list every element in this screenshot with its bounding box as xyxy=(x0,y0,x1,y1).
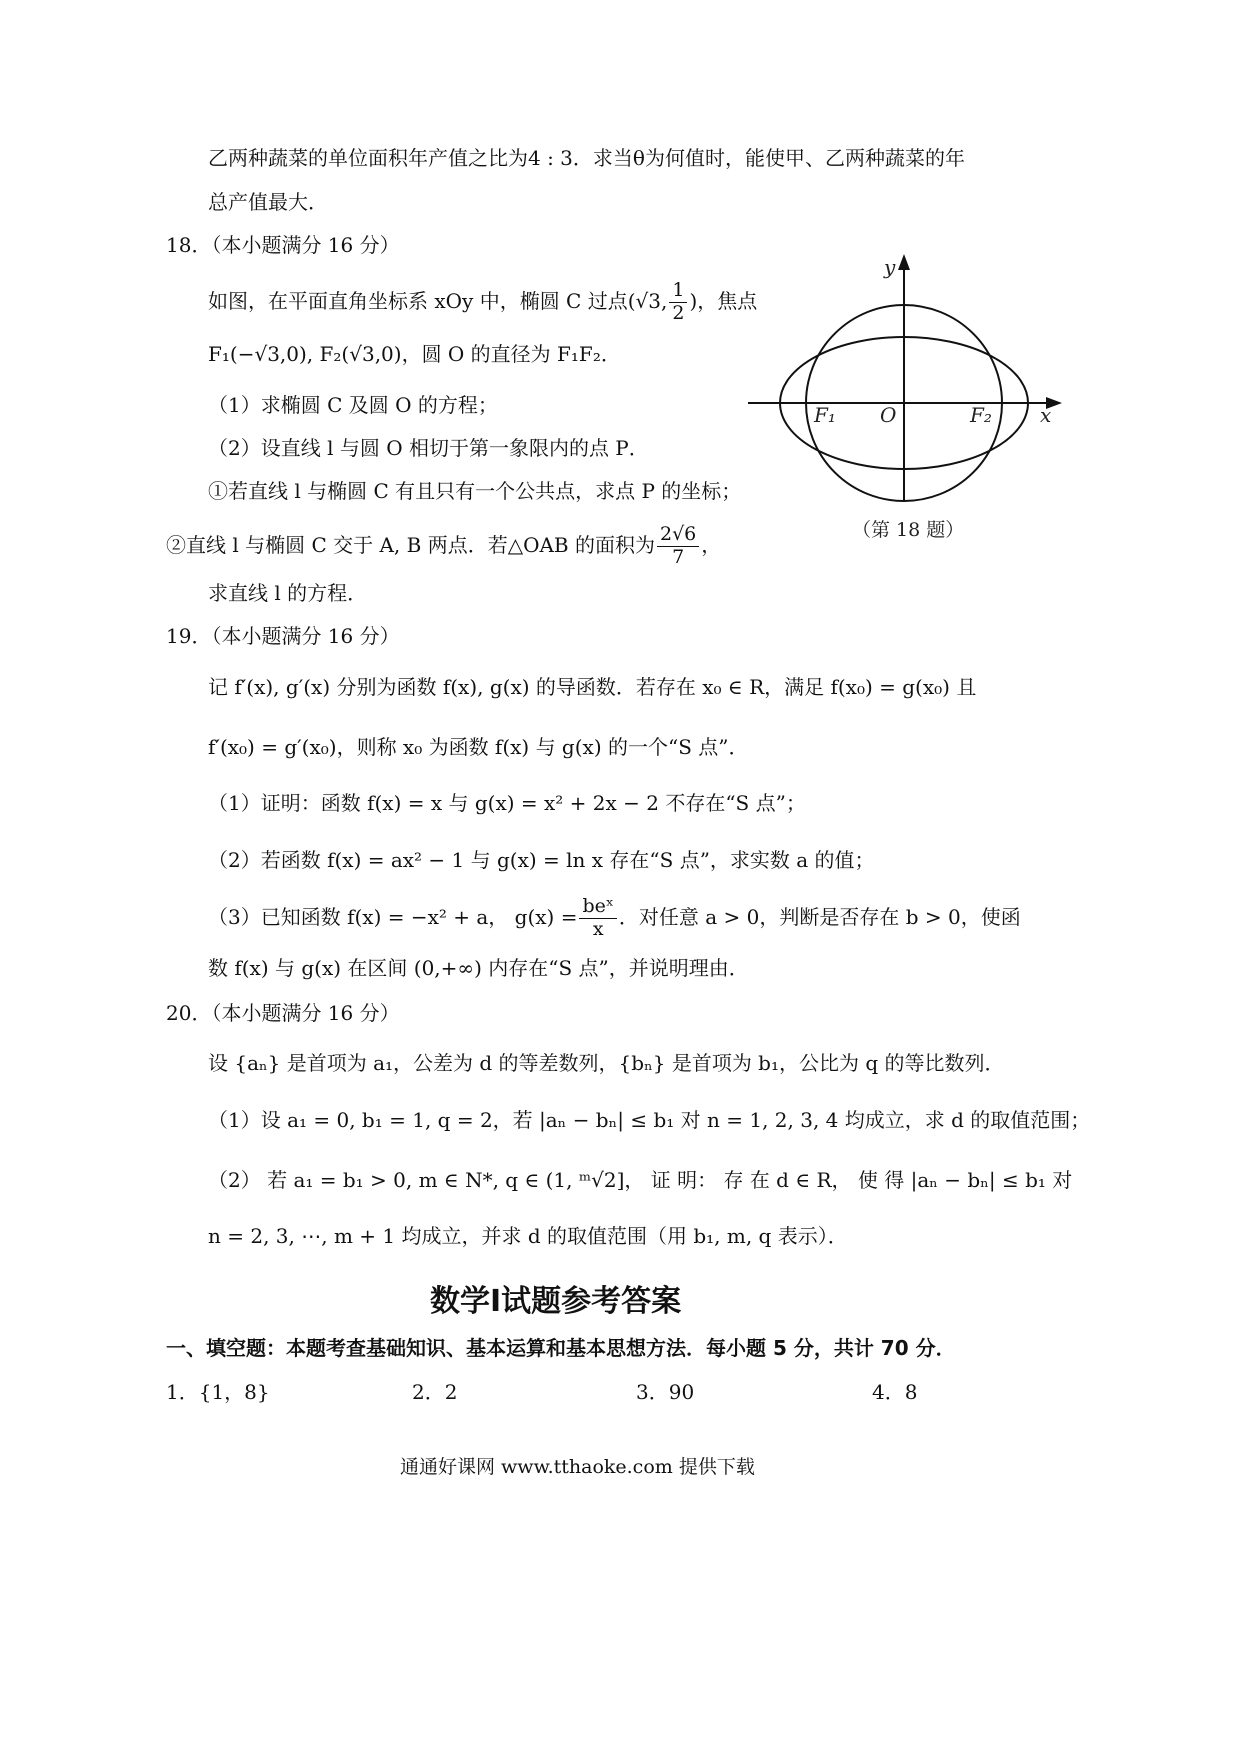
label-y: y xyxy=(884,255,896,279)
q18-sub-2 xyxy=(166,524,721,569)
q19-header: 19．（本小题满分 16 分） xyxy=(166,624,400,648)
q20-part-2b: n = 2, 3, ⋯, m + 1 均成立，并求 d 的取值范围（用 b₁, m, q 表示）． xyxy=(208,1224,848,1248)
q18-foci-line: F₁(−√3,0), F₂(√3,0)，圆 O 的直径为 F₁F₂． xyxy=(208,342,621,366)
q20-line-1: 设 {aₙ} 是首项为 a₁，公差为 d 的等差数列，{bₙ} 是首项为 b₁，公比为 q 的等比数列． xyxy=(208,1051,1005,1075)
label-x: x xyxy=(1040,403,1052,427)
label-f2: F₂ xyxy=(970,403,992,427)
q19-g-den: x xyxy=(592,917,604,940)
answer-item-1: 1．{1，8} xyxy=(166,1380,270,1404)
q18-header: 18．（本小题满分 16 分） xyxy=(166,233,400,257)
q20-header: 20．（本小题满分 16 分） xyxy=(166,1001,400,1025)
answer-item-2: 2．2 xyxy=(412,1380,458,1404)
q20-part-2a: （2） 若 a₁ = b₁ > 0, m ∈ N*, q ∈ (1, ᵐ√2]， 证 明： 存 在 d ∈ R， 使 得 |aₙ − bₙ| ≤ b₁ 对 xyxy=(208,1168,1073,1192)
label-o: O xyxy=(880,403,897,427)
q18-figure xyxy=(740,250,1070,550)
answers-title: 数学Ⅰ试题参考答案 xyxy=(430,1284,682,1319)
q19-line-2: f′(x₀) = g′(x₀)，则称 x₀ 为函数 f(x) 与 g(x) 的一个“S 点”． xyxy=(208,735,749,759)
q17-line-1: 乙两种蔬菜的单位面积年产值之比为4 : 3．求当θ为何值时，能使甲、乙两种蔬菜的年 xyxy=(208,146,965,170)
q18-point-den: 2 xyxy=(672,301,685,324)
answers-section-1: 一、填空题：本题考查基础知识、基本运算和基本思想方法．每小题 5 分，共计 70 分． xyxy=(166,1336,956,1360)
y-axis-arrow xyxy=(898,254,910,270)
q18-area-num: 2√6 xyxy=(657,524,699,547)
q18-point-num: 1 xyxy=(669,280,687,303)
q18-area-den: 7 xyxy=(672,545,685,568)
q19-line-1: 记 f′(x), g′(x) 分别为函数 f(x), g(x) 的导函数．若存在 x₀ ∈ R，满足 f(x₀) = g(x₀) 且 xyxy=(208,675,977,699)
q18-sub-1: ①若直线 l 与椭圆 C 有且只有一个公共点，求点 P 的坐标； xyxy=(208,479,742,503)
q19-part-3a: （3）已知函数 f(x) = −x² + a， g(x) = xyxy=(208,904,578,929)
figure-caption: （第 18 题） xyxy=(852,519,965,541)
answer-item-4: 4．8 xyxy=(872,1380,918,1404)
q18-part-1: （1）求椭圆 C 及圆 O 的方程； xyxy=(208,393,498,417)
q18-intro xyxy=(208,280,757,325)
q17-line-2: 总产值最大． xyxy=(208,190,328,214)
q19-part-3 xyxy=(208,896,1021,941)
page-footer: 通通好课网 www.tthaoke.com 提供下载 xyxy=(400,1456,755,1478)
q18-point-fraction xyxy=(669,280,687,325)
q19-part-1: （1）证明：函数 f(x) = x 与 g(x) = x² + 2x − 2 不存在“S 点”； xyxy=(208,791,806,815)
q18-intro-b: )，焦点 xyxy=(689,288,758,313)
q18-intro-a: 如图，在平面直角坐标系 xOy 中，椭圆 C 过点(√3, xyxy=(208,288,668,313)
q18-sub-2b: ， xyxy=(701,532,722,557)
label-f1: F₁ xyxy=(814,403,836,427)
q18-sub-2c: 求直线 l 的方程． xyxy=(208,581,368,605)
q18-area-fraction xyxy=(657,524,699,569)
q19-g-num: beˣ xyxy=(579,896,616,919)
q19-g-fraction xyxy=(579,896,616,941)
q19-part-2: （2）若函数 f(x) = ax² − 1 与 g(x) = ln x 存在“S 点”，求实数 a 的值； xyxy=(208,848,875,872)
q18-part-2: （2）设直线 l 与圆 O 相切于第一象限内的点 P． xyxy=(208,436,649,460)
q19-part-3b: ．对任意 a > 0，判断是否存在 b > 0，使函 xyxy=(618,904,1021,929)
q20-part-1: （1）设 a₁ = 0, b₁ = 1, q = 2，若 |aₙ − bₙ| ≤ b₁ 对 n = 1, 2, 3, 4 均成立，求 d 的取值范围； xyxy=(208,1108,1091,1132)
answer-item-3: 3．90 xyxy=(636,1380,695,1404)
q18-sub-2a: ②直线 l 与椭圆 C 交于 A, B 两点．若△OAB 的面积为 xyxy=(166,532,655,557)
q19-part-3c: 数 f(x) 与 g(x) 在区间 (0,+∞) 内存在“S 点”，并说明理由． xyxy=(208,956,749,980)
